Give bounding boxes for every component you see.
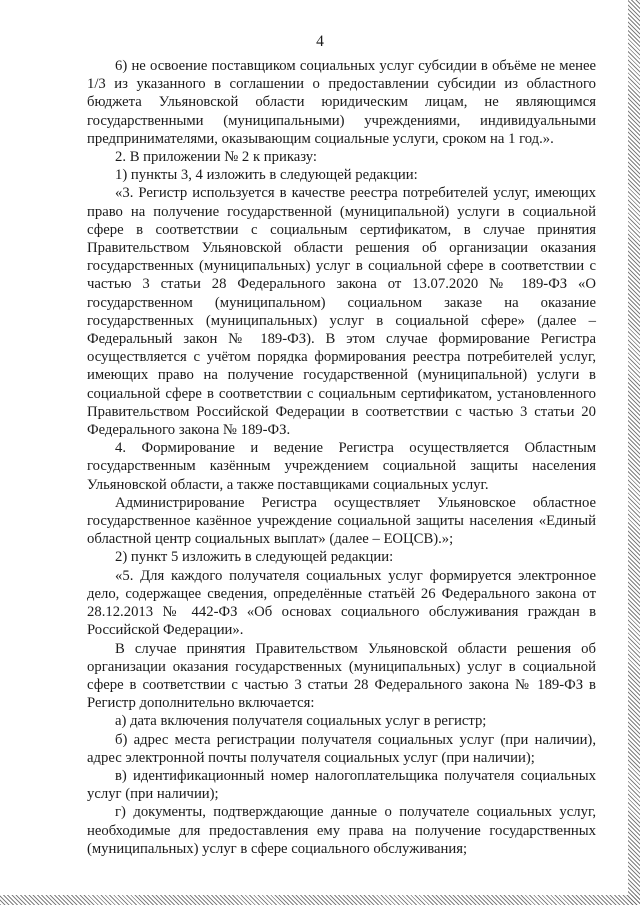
document-body xyxy=(87,57,596,858)
paragraph: а) дата включения получателя социальных услуг в регистр; xyxy=(115,713,487,730)
paragraph: б) адрес места регистрации получателя социальных услуг (при наличии), адрес электронной почты получателя социальных услуг (при наличии); xyxy=(87,731,596,766)
paragraph: Администрирование Регистра осуществляет Ульяновское областное государственное казённое учреждение социальной защиты населения «Единый областной центр социальных выплат» (далее – ЕОЦСВ).»; xyxy=(87,494,596,548)
paragraph: «5. Для каждого получателя социальных услуг формируется электронное дело, содержащее сведения, определённые статьёй 26 Федерального закона от 28.12.2013 № 442-ФЗ «Об основах социального обслуживания граждан в Российской Федерации». xyxy=(87,567,596,639)
scan-edge-right xyxy=(628,0,640,905)
page-number: 4 xyxy=(316,33,324,50)
paragraph: В случае принятия Правительством Ульяновской области решения об организации оказания государственных (муниципальных) услуг в социальной сфере в соответствии с частью 3 статьи 28 Федерального закона № 189-ФЗ в Регистр дополнительно включается: xyxy=(87,640,596,712)
paragraph: 4. Формирование и ведение Регистра осуществляется Областным государственным казённым учреждением социальной защиты населения Ульяновской области, а также поставщиками социальных услуг. xyxy=(87,440,596,493)
scan-edge-bottom xyxy=(0,895,640,905)
paragraph: «3. Регистр используется в качестве реестра потребителей услуг, имеющих право на получение государственной (муниципальной) услуги в социальной сфере в соответствии с социальным сертификатом, в случае принятия Правительством Ульяновской области решения об организации оказания государственных (муниципальных) услуг в социальной сфере в соответствии с частью 3 статьи 28 Федерального закона от 13.07.2020 № 189-ФЗ «О государственном (муниципальном) социальном заказе на оказание государственных (муниципальных) услуг в социальной сфере» (далее – Федеральный закон № 189-ФЗ). В этом случае формирование Регистра осуществляется с учётом порядка формирования реестра потребителей услуг, имеющих право на получение государственной (муниципальной) услуги в социальной сфере в соответствии с социальным сертификатом, установленного Правительством Российской Федерации в соответствии с частью 3 статьи 20 Федерального закона № 189-ФЗ. xyxy=(87,185,596,439)
paragraph: в) идентификационный номер налогоплательщика получателя социальных услуг (при наличии); xyxy=(87,767,596,803)
paragraph: г) документы, подтверждающие данные о получателе социальных услуг, необходимые для предоставления ему права на получение государственных (муниципальных) услуг в сфере социального обслуживания; xyxy=(87,804,596,857)
paragraph: 2) пункт 5 изложить в следующей редакции: xyxy=(115,549,394,566)
paragraph: 6) не освоение поставщиком социальных услуг субсидии в объёме не менее 1/3 из указанного в соглашении о предоставлении субсидии из областного бюджета Ульяновской области юридическим лицам, не являющимся государственными (муниципальными) учреждениями, индивидуальными предпринимателями, оказывающим социальные услуги, сроком на 1 год.». xyxy=(87,58,596,147)
paragraph: 2. В приложении № 2 к приказу: xyxy=(115,149,317,166)
paragraph: 1) пункты 3, 4 изложить в следующей редакции: xyxy=(115,167,418,184)
